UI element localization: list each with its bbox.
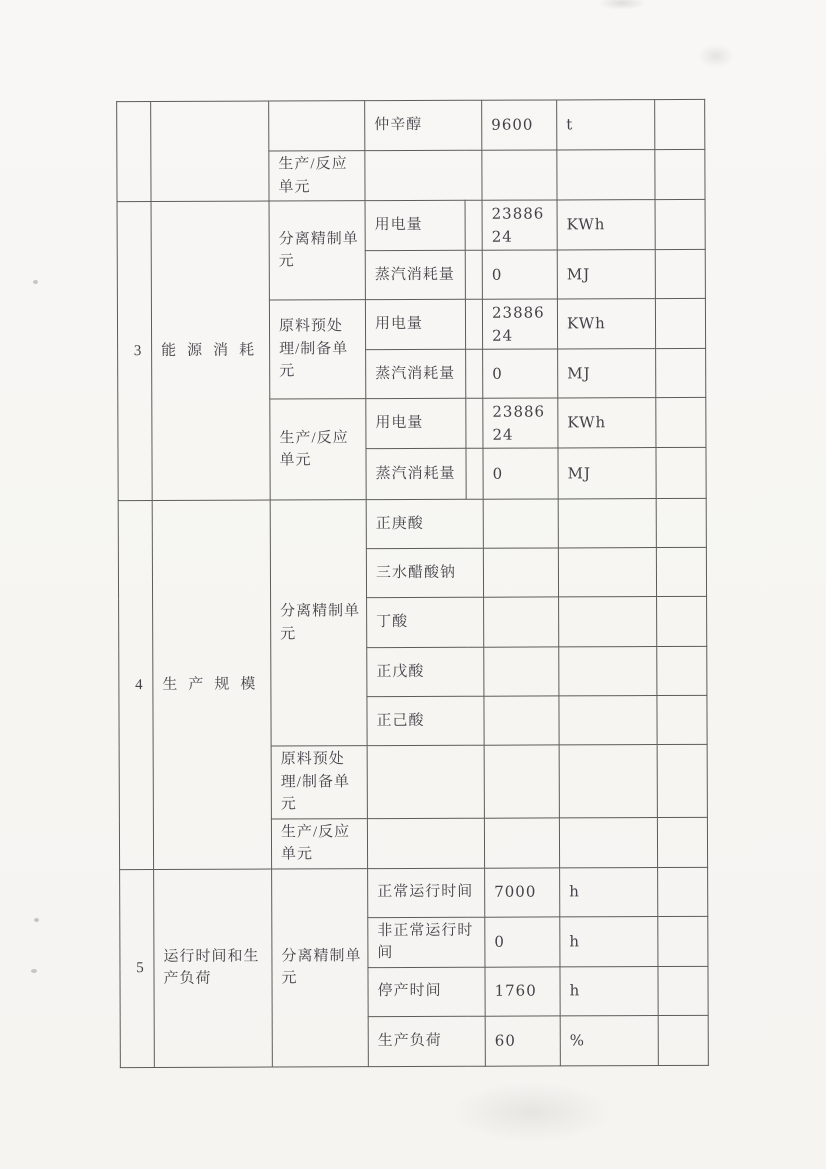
unit-cell: KWh — [558, 398, 656, 448]
unit-cell — [558, 548, 656, 597]
scan-speck — [33, 280, 38, 284]
unit-cell — [558, 499, 656, 548]
item-cell: 三水醋酸钠 — [366, 548, 483, 597]
unit-cell: % — [560, 1015, 658, 1065]
table-row — [117, 199, 705, 251]
value-cell: 2388624 — [482, 200, 557, 250]
unit-cell: h — [560, 867, 658, 916]
value-cell — [484, 696, 559, 745]
blank-cell — [656, 547, 706, 596]
unit-group-cell: 原料预处理/制备单元 — [269, 300, 365, 399]
section-category-cell: 生产规模 — [152, 500, 271, 869]
item-cell — [367, 818, 484, 868]
value-cell: 60 — [485, 1015, 560, 1065]
unit-cell — [559, 817, 657, 867]
value-cell — [484, 597, 559, 647]
section-number-cell: 4 — [118, 500, 153, 869]
blank-cell — [656, 447, 706, 498]
unit-group-cell: 生产/反应单元 — [271, 818, 367, 868]
blank-cell — [655, 149, 705, 199]
unit-cell: h — [560, 966, 658, 1015]
value-cell: 9600 — [482, 100, 557, 150]
scan-speck — [34, 918, 39, 922]
spacer-cell — [466, 398, 483, 448]
item-cell: 正庚酸 — [366, 499, 483, 548]
scan-smudge — [698, 44, 734, 68]
blank-cell — [655, 199, 705, 249]
blank-cell — [656, 348, 706, 397]
blank-cell — [658, 916, 708, 966]
section-category-cell: 运行时间和生产负荷 — [154, 869, 273, 1067]
item-cell: 正戊酸 — [367, 647, 484, 696]
unit-group-cell: 分离精制单元 — [270, 500, 367, 746]
unit-cell — [559, 647, 657, 696]
unit-group-cell — [269, 101, 365, 151]
unit-group-cell: 原料预处理/制备单元 — [271, 746, 367, 819]
item-cell: 仲辛醇 — [365, 100, 482, 150]
unit-cell — [559, 696, 657, 745]
item-cell: 正常运行时间 — [368, 868, 485, 917]
item-cell: 蒸汽消耗量 — [365, 250, 465, 299]
unit-group-cell: 分离精制单元 — [269, 201, 365, 300]
table-row — [120, 867, 708, 918]
blank-cell — [655, 298, 705, 348]
item-cell — [365, 150, 482, 200]
value-cell — [484, 647, 559, 696]
item-cell: 停产时间 — [368, 967, 485, 1016]
unit-cell: MJ — [557, 250, 655, 299]
unit-cell: t — [557, 100, 655, 150]
item-cell — [367, 745, 484, 818]
spacer-cell — [465, 299, 482, 349]
blank-cell — [655, 249, 705, 298]
unit-group-cell: 生产/反应单元 — [269, 151, 365, 201]
value-cell: 1760 — [485, 966, 560, 1015]
value-cell — [483, 499, 558, 548]
spacer-cell — [465, 250, 482, 299]
item-cell: 生产负荷 — [368, 1016, 485, 1066]
spacer-cell — [465, 200, 482, 250]
section-number-cell — [117, 102, 151, 202]
item-cell: 用电量 — [366, 398, 466, 448]
section-number-cell: 5 — [120, 869, 155, 1067]
item-cell: 蒸汽消耗量 — [366, 448, 466, 499]
blank-cell — [657, 646, 707, 695]
scan-speck — [31, 969, 37, 973]
section-category-cell: 能源消耗 — [151, 201, 270, 500]
value-cell: 2388624 — [483, 398, 558, 448]
table-row — [117, 99, 705, 151]
blank-cell — [657, 817, 707, 867]
scan-smudge — [598, 0, 646, 10]
blank-cell — [658, 867, 708, 916]
unit-cell — [559, 597, 657, 647]
value-cell: 0 — [483, 349, 558, 398]
unit-cell: MJ — [558, 349, 656, 398]
value-cell — [484, 745, 559, 818]
value-cell — [484, 817, 559, 867]
value-cell: 0 — [482, 250, 557, 299]
blank-cell — [656, 498, 706, 547]
spacer-cell — [466, 448, 483, 499]
blank-cell — [656, 397, 706, 447]
item-cell: 丁酸 — [367, 597, 484, 647]
unit-cell: MJ — [558, 448, 656, 499]
value-cell: 0 — [485, 916, 560, 966]
value-cell — [482, 150, 557, 200]
unit-cell — [559, 745, 657, 818]
scan-smudge — [452, 1082, 612, 1142]
value-cell: 2388624 — [482, 299, 557, 349]
parameters-table — [116, 99, 709, 1068]
spacer-cell — [466, 349, 483, 398]
section-number-cell: 3 — [117, 202, 152, 501]
value-cell: 0 — [483, 448, 558, 499]
unit-cell: KWh — [557, 299, 655, 349]
item-cell: 正己酸 — [367, 696, 484, 745]
unit-cell — [557, 150, 655, 200]
blank-cell — [658, 966, 708, 1015]
item-cell: 非正常运行时间 — [368, 917, 485, 967]
table-row — [118, 498, 706, 549]
section-category-cell — [151, 101, 269, 201]
unit-group-cell: 生产/反应单元 — [270, 399, 366, 500]
unit-group-cell: 分离精制单元 — [272, 868, 369, 1066]
blank-cell — [658, 1015, 708, 1065]
value-cell: 7000 — [485, 867, 560, 916]
blank-cell — [657, 744, 707, 817]
blank-cell — [657, 596, 707, 646]
unit-cell: KWh — [557, 200, 655, 250]
blank-cell — [655, 99, 705, 149]
item-cell: 用电量 — [365, 200, 465, 250]
unit-cell: h — [560, 916, 658, 966]
item-cell: 用电量 — [365, 299, 465, 349]
value-cell — [483, 548, 558, 597]
item-cell: 蒸汽消耗量 — [366, 349, 466, 398]
blank-cell — [657, 695, 707, 744]
